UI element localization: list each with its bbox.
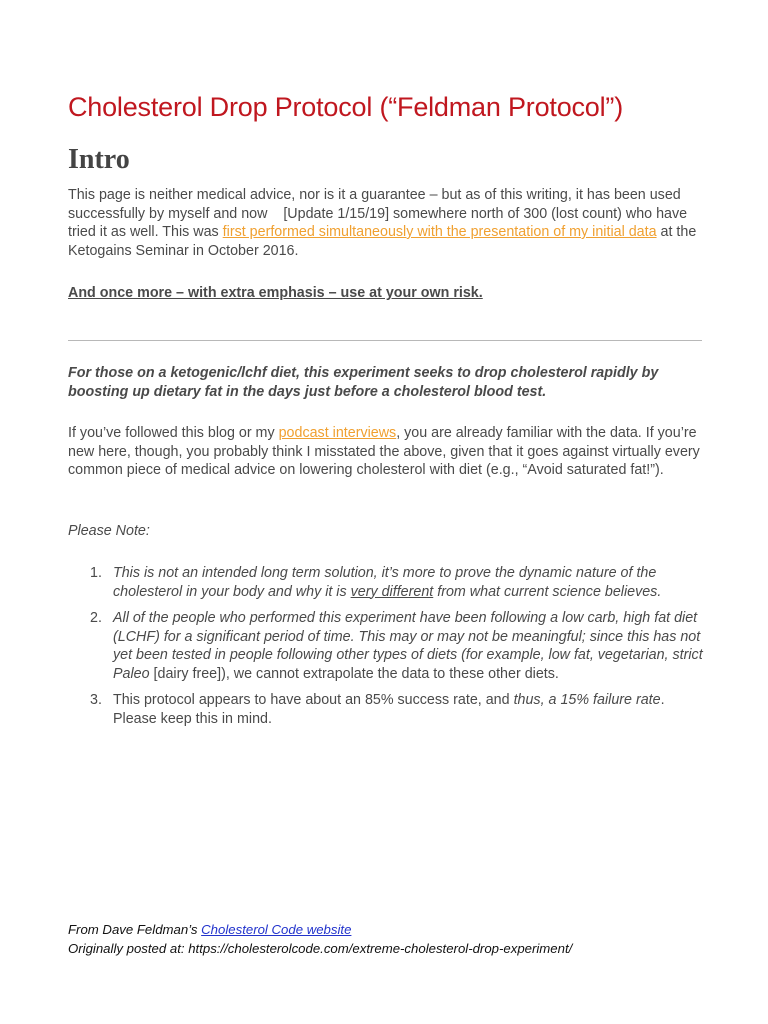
list-number: 3. <box>90 692 102 708</box>
page-title: Cholesterol Drop Protocol (“Feldman Protocol”) <box>68 92 624 122</box>
document-page <box>68 0 702 1024</box>
podcast-paragraph <box>68 424 702 480</box>
footer-posted-at: Originally posted at: https://cholesterolcode.com/extreme-cholesterol-drop-experiment/ <box>68 941 573 956</box>
list-number: 1. <box>90 565 102 581</box>
note-3-plain-b: . Please keep this in mind. <box>113 692 665 727</box>
intro-paragraph <box>68 186 702 260</box>
list-text <box>113 691 703 728</box>
note-label: Please Note: <box>68 523 150 539</box>
note-3-italic: thus, a 15% failure rate <box>513 692 661 708</box>
note-1-underlined: very different <box>350 583 434 600</box>
cholesterol-code-link[interactable]: Cholesterol Code website <box>201 922 352 937</box>
footer-source <box>68 921 702 940</box>
list-text <box>113 609 703 683</box>
note-1-part-a: This is not an intended long term solution, it’s more to prove the dynamic nature of the cholesterol in your body and why it is <box>113 565 657 600</box>
intro-text-a: This page is neither medical advice, nor is it a guarantee – but as of this writing, it has been used successfully by myself and now [Update 1/15/19] somewhere north of 300 (lost count) who have tried it as well. This was <box>68 187 688 240</box>
horizontal-divider <box>68 340 702 341</box>
note-3-plain-a: This protocol appears to have about an 85% success rate, and <box>113 692 514 708</box>
lead-paragraph: For those on a ketogenic/lchf diet, this experiment seeks to drop cholesterol rapidly by boosting up dietary fat in the days just before a cholesterol blood test. <box>68 365 659 400</box>
note-2-plain: [dairy free]), we cannot extrapolate the data to these other diets. <box>149 665 559 682</box>
note-2-italic: All of the people who performed this experiment have been following a low carb, high fat diet (LCHF) for a significant period of time. This may or may not be meaningful; since this has not yet been tested in people following other types of diets (for example, low fat, vegetarian, strict Paleo <box>113 610 703 682</box>
podcast-text-a: If you’ve followed this blog or my <box>68 425 279 441</box>
note-1-part-b: from what current science believes. <box>433 583 662 600</box>
podcast-text-b: , you are already familiar with the data. If you’re new here, though, you probably think I misstated the above, given that it goes against virtually every common piece of medical advice on lowering cholesterol with diet (e.g., “Avoid saturated fat!”). <box>68 425 700 478</box>
footer-from-prefix: From Dave Feldman’s <box>68 922 202 937</box>
intro-text-b: at the Ketogains Seminar in October 2016. <box>68 224 697 259</box>
intro-heading: Intro <box>68 144 130 175</box>
list-text <box>113 564 703 601</box>
initial-data-link[interactable]: first performed simultaneously with the presentation of my initial data <box>222 224 657 240</box>
list-number: 2. <box>90 610 102 626</box>
podcast-interviews-link[interactable]: podcast interviews <box>278 425 397 441</box>
risk-warning: And once more – with extra emphasis – use at your own risk. <box>68 285 483 301</box>
